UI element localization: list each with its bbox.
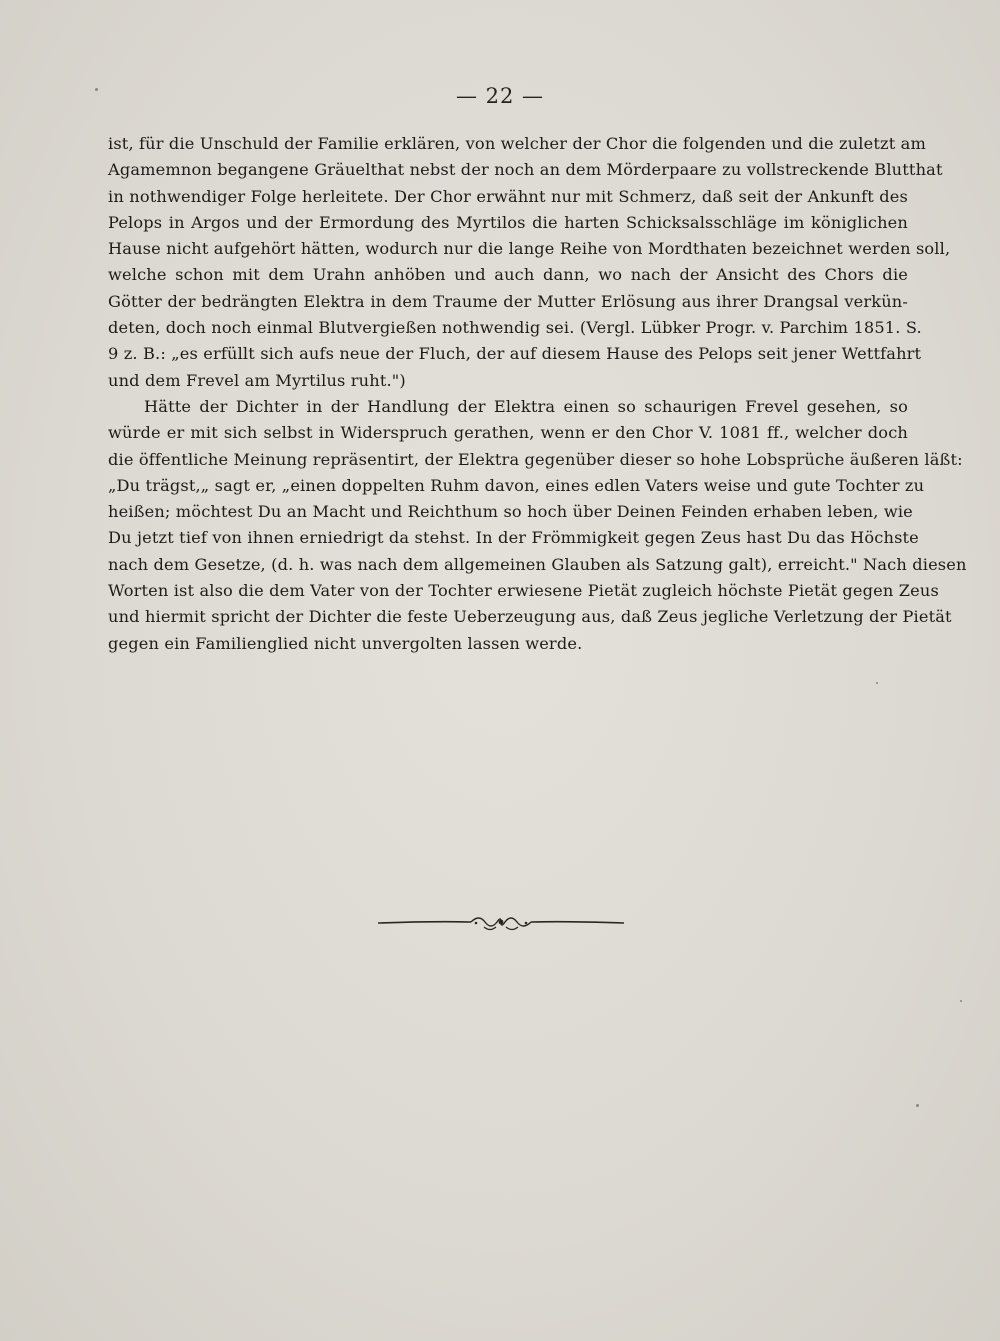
page-number: — 22 —	[455, 84, 545, 108]
paper-speck	[960, 1000, 962, 1002]
paragraph	[108, 394, 967, 657]
text-line: würde er mit sich selbst in Widerspruch gerathen, wenn er den Chor V. 1081 ff., welcher doch	[108, 423, 908, 443]
text-line: Hause nicht aufgehört hätten, wodurch nur die lange Reihe von Mordthaten bezeichnet werden soll,	[108, 239, 951, 259]
text-line: in nothwendiger Folge herleitete. Der Chor erwähnt nur mit Schmerz, daß seit der Ankunft des	[108, 186, 908, 206]
text-line: „Du trägst,„ sagt er, „einen doppelten Ruhm davon, eines edlen Vaters weise und gute Tochter zu	[108, 475, 925, 495]
text-line: Worten ist also die dem Vater von der Tochter erwiesene Pietät zugleich höchste Pietät gegen Zeus	[108, 581, 939, 601]
text-line: nach dem Gesetze, (d. h. was nach dem allgemeinen Glauben als Satzung galt), erreicht." Nach diesen	[108, 554, 967, 574]
paper-speck	[916, 1104, 919, 1107]
decorative-rule-ornament-icon	[376, 910, 626, 936]
text-line: und dem Frevel am Myrtilus ruht.")	[108, 370, 406, 390]
paper-speck	[876, 682, 878, 684]
body-text	[108, 131, 967, 657]
text-line: Du jetzt tief von ihnen erniedrigt da stehst. In der Frömmigkeit gegen Zeus hast Du das Höchste	[108, 528, 919, 548]
paragraph	[108, 131, 951, 394]
text-line: deten, doch noch einmal Blutvergießen nothwendig sei. (Vergl. Lübker Progr. v. Parchim 1851. S.	[108, 318, 922, 338]
text-line: ist, für die Unschuld der Familie erklären, von welcher der Chor die folgenden und die zuletzt am	[108, 134, 926, 153]
text-line: Agamemnon begangene Gräuelthat nebst der noch an dem Mörderpaare zu vollstreckende Blutthat	[108, 160, 943, 180]
text-line: Hätte der Dichter in der Handlung der Elektra einen so schaurigen Frevel gesehen, so	[144, 396, 908, 416]
text-line: heißen; möchtest Du an Macht und Reichthum so hoch über Deinen Feinden erhaben leben, wie	[108, 502, 913, 522]
text-line: welche schon mit dem Urahn anhöben und auch dann, wo nach der Ansicht des Chors die	[108, 265, 908, 285]
text-line: 9 z. B.: „es erfüllt sich aufs neue der Fluch, der auf diesem Hause des Pelops seit jener Wettfahrt	[108, 344, 922, 364]
paper-speck	[95, 88, 98, 91]
text-line: die öffentliche Meinung repräsentirt, der Elektra gegenüber dieser so hohe Lobsprüche äußeren läßt:	[108, 449, 963, 469]
text-line: und hiermit spricht der Dichter die feste Ueberzeugung aus, daß Zeus jegliche Verletzung der Pietät	[108, 607, 952, 627]
text-line: Pelops in Argos und der Ermordung des Myrtilos die harten Schicksalsschläge im königlichen	[108, 212, 908, 232]
text-line: gegen ein Familienglied nicht unvergolten lassen werde.	[108, 633, 583, 653]
text-line: Götter der bedrängten Elektra in dem Traume der Mutter Erlösung aus ihrer Drangsal verkün-	[108, 291, 908, 311]
